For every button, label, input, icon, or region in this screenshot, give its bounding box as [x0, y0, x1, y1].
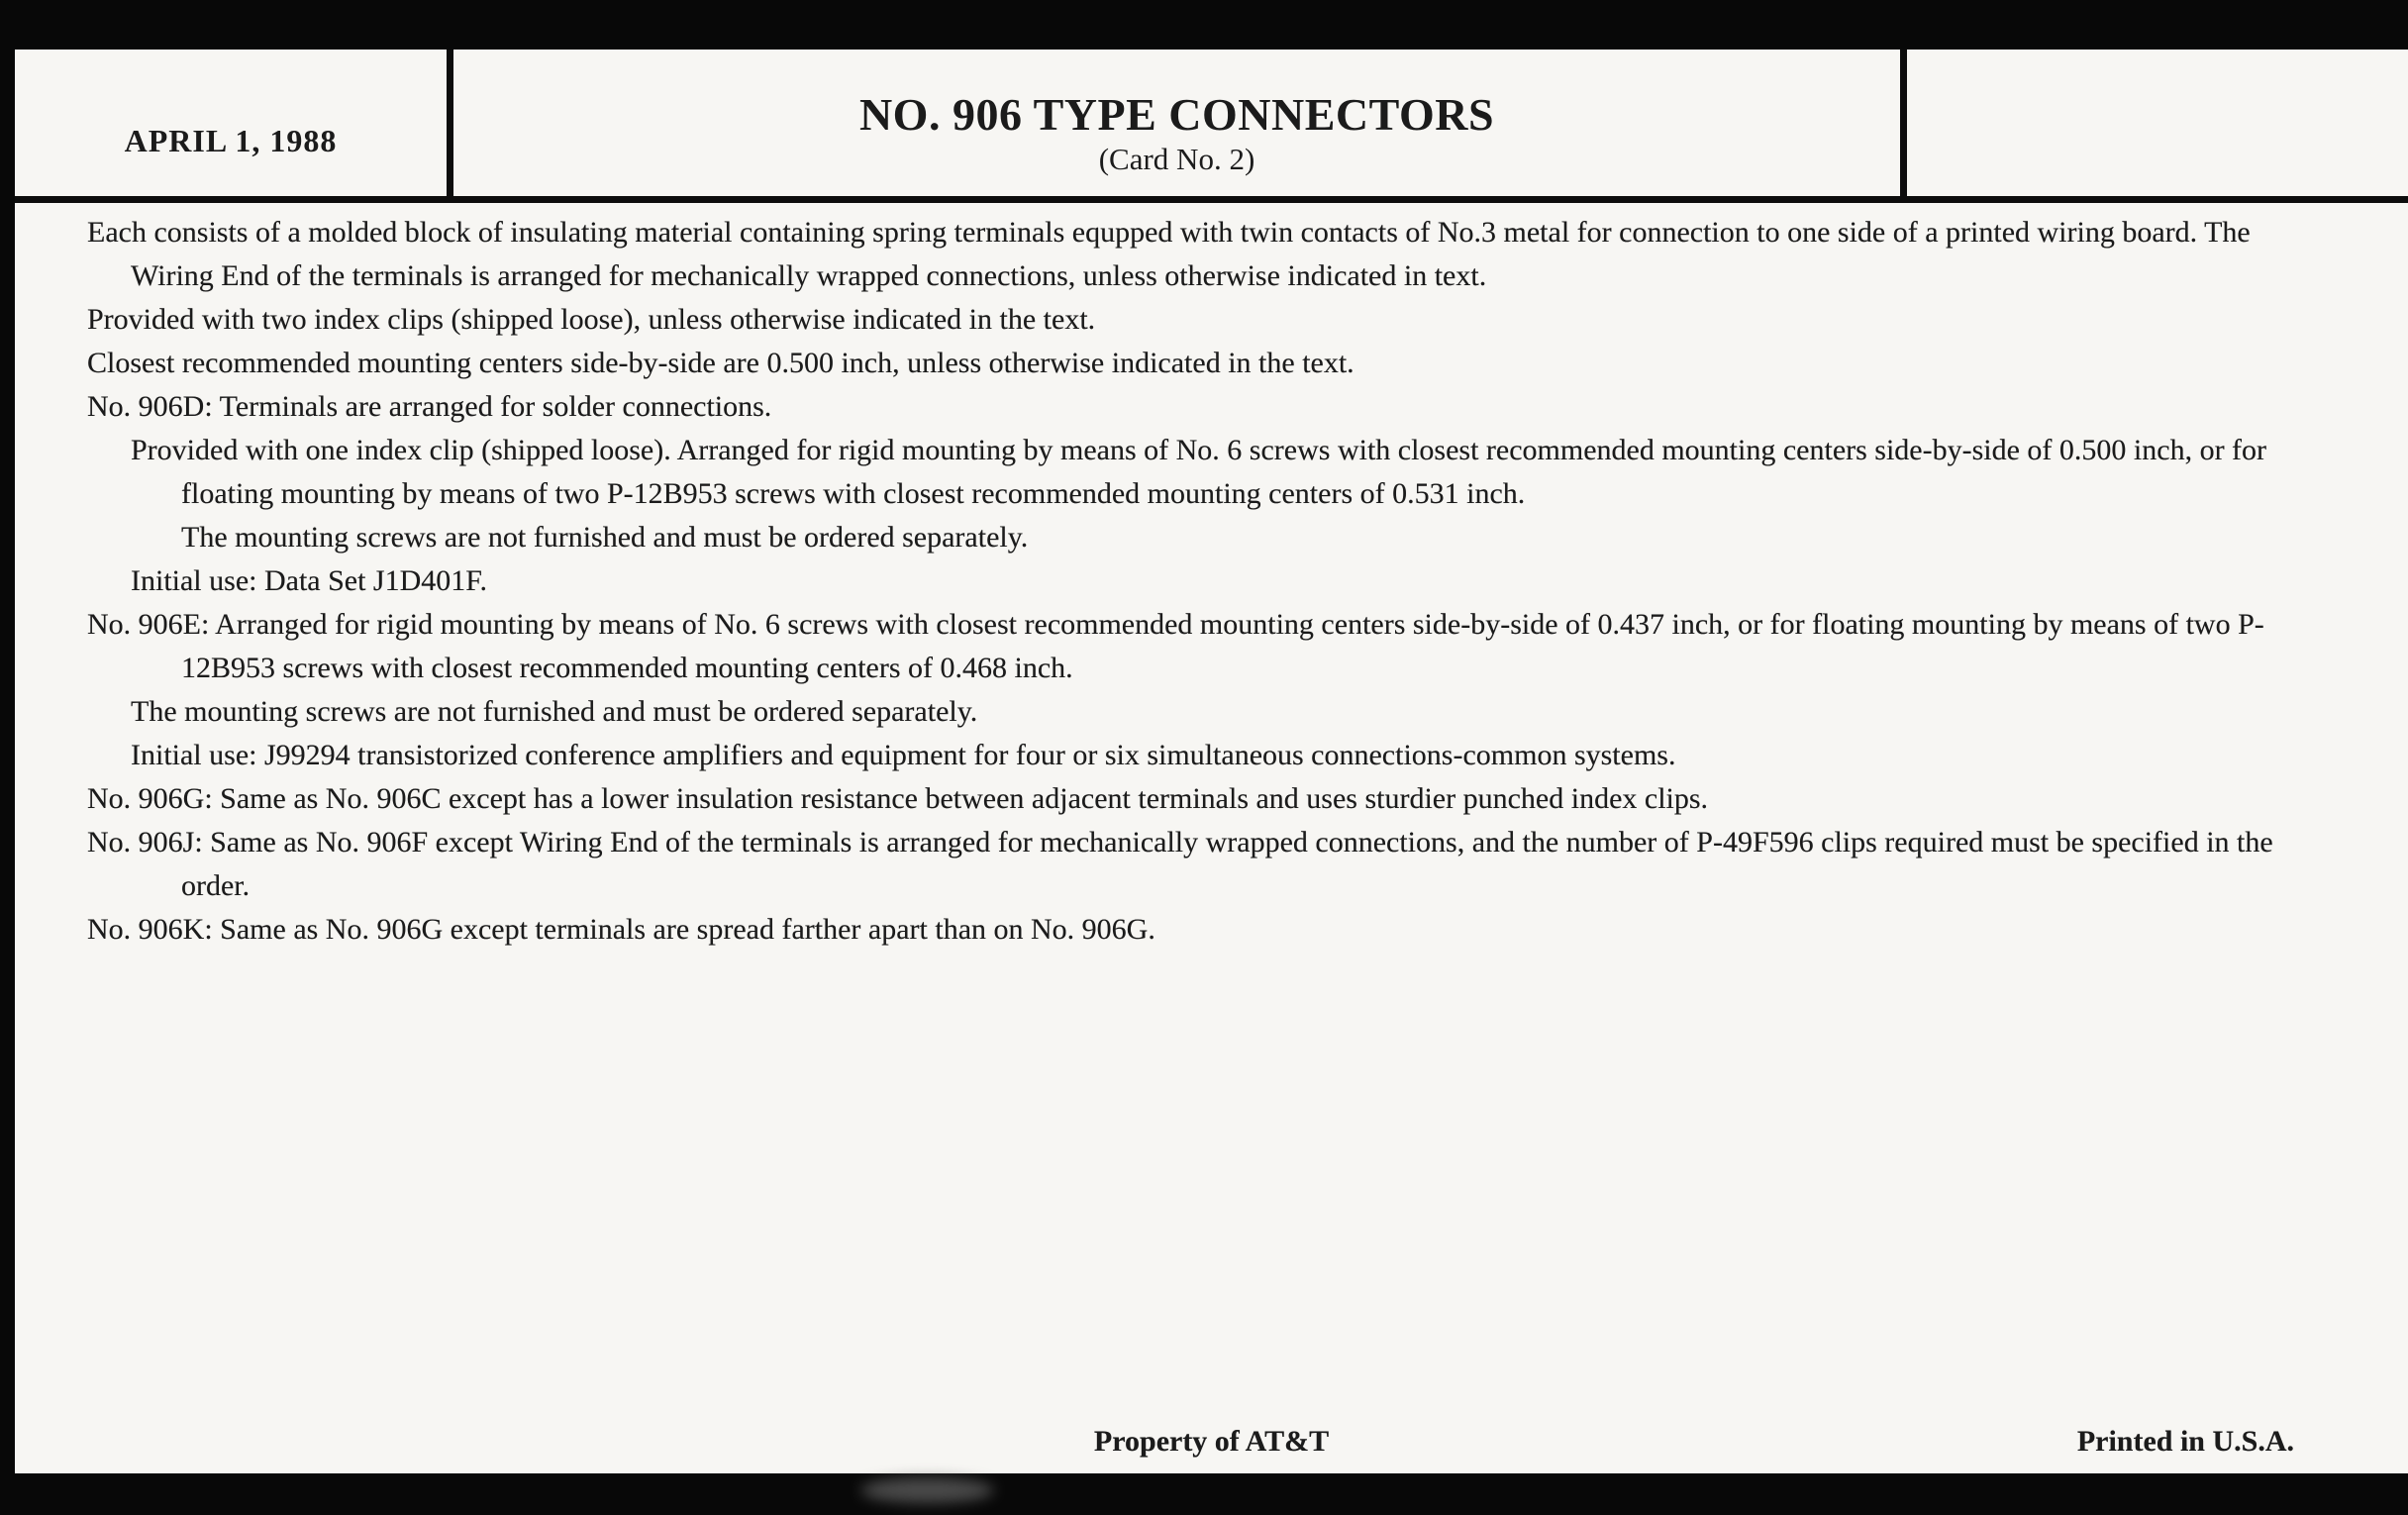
paragraph-906e-initial-use: Initial use: J99294 transistorized conference amplifiers and equipment for four or six simultaneous connections-common systems. — [131, 739, 1676, 771]
card-body — [15, 203, 2408, 952]
card-subtitle: (Card No. 2) — [1098, 141, 1255, 176]
property-notice: Property of AT&T — [1093, 1425, 1330, 1458]
printed-notice: Printed in U.S.A. — [2076, 1425, 2294, 1458]
paragraph-mounting-centers: Closest recommended mounting centers side-by-side are 0.500 inch, unless otherwise indicated in the text. — [87, 347, 1354, 379]
scan-smudge — [860, 1477, 994, 1503]
paragraph-index-clips: Provided with two index clips (shipped loose), unless otherwise indicated in the text. — [87, 303, 1096, 336]
date-cell — [15, 50, 447, 196]
card-date: APRIL 1, 1988 — [124, 123, 338, 158]
paragraph-906e: No. 906E: Arranged for rigid mounting by means of No. 6 screws with closest recommended mounting centers side-by-side of 0.437 inch, or for floating mounting by means of two P-12B953 screws with closest recommended mounting centers of 0.468 inch. — [87, 608, 2264, 684]
paragraph-906d-screws-note: The mounting screws are not furnished and must be ordered separately. — [181, 521, 1029, 554]
header-divider-left — [447, 50, 453, 196]
header-divider-right — [1900, 50, 1907, 196]
card-footer — [15, 1424, 2408, 1464]
paragraph-906g: No. 906G: Same as No. 906C except has a lower insulation resistance between adjacent terminals and uses sturdier punched index clips. — [87, 782, 1709, 815]
paragraph-906e-screws-note: The mounting screws are not furnished and must be ordered separately. — [131, 695, 978, 728]
card-page — [15, 50, 2408, 1473]
card-header — [15, 50, 2408, 196]
paragraph-906d-heading: No. 906D: Terminals are arranged for solder connections. — [87, 390, 772, 423]
paragraph-906j: No. 906J: Same as No. 906F except Wiring End of the terminals is arranged for mechanically wrapped connections, and the number of P-49F596 clips required must be specified in the order. — [87, 826, 2273, 902]
paragraph-906d-detail: Provided with one index clip (shipped loose). Arranged for rigid mounting by means of No. 6 screws with closest recommended mounting centers side-by-side of 0.500 inch, or for floating mounting by means of two P-12B953 screws with closest recommended mounting centers of 0.531 inch. — [131, 434, 2267, 510]
paragraph-intro: Each consists of a molded block of insulating material containing spring terminals equpped with twin contacts of No.3 metal for connection to one side of a printed wiring board. The Wiring End of the terminals is arranged for mechanically wrapped connections, unless otherwise indicated in text. — [87, 216, 2251, 292]
title-cell — [453, 50, 1900, 196]
paragraph-906d-initial-use: Initial use: Data Set J1D401F. — [131, 564, 488, 597]
header-rule — [15, 196, 2408, 203]
paragraph-906k: No. 906K: Same as No. 906G except terminals are spread farther apart than on No. 906G. — [87, 913, 1155, 946]
card-title: NO. 906 TYPE CONNECTORS — [858, 88, 1495, 140]
